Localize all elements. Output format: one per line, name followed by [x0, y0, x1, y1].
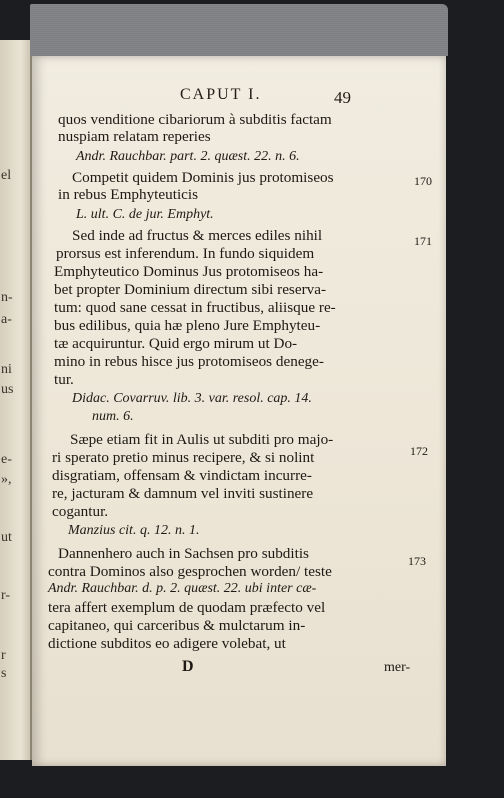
text-line: tæ acquiruntur. Quid ergo mirum ut Do- — [54, 335, 298, 352]
running-title: CAPUT I. — [180, 86, 262, 103]
citation: Didac. Covarruv. lib. 3. var. resol. cap. 14. — [72, 391, 312, 406]
catchword: mer- — [384, 660, 411, 675]
text-line: Dannenhero auch in Sachsen pro subditis — [58, 545, 309, 562]
page-number: 49 — [334, 88, 351, 107]
text-line: disgratiam, offensam & vindictam incurre- — [52, 467, 312, 484]
left-page-fragment: us — [1, 382, 14, 397]
citation: L. ult. C. de jur. Emphyt. — [76, 207, 214, 222]
text-line: tur. — [54, 371, 74, 388]
left-page-fragment: r- — [1, 588, 11, 603]
left-page-fragment: ut — [1, 530, 12, 545]
left-page-fragment: r — [1, 648, 6, 663]
text-line: Andr. Rauchbar. d. p. 2. quæst. 22. ubi inter cæ- — [48, 581, 317, 596]
text-line: Sæpe etiam fit in Aulis ut subditi pro majo- — [70, 431, 334, 448]
text-line: re, jacturam & damnum vel inviti sustinere — [52, 485, 314, 502]
left-page-fragment: », — [1, 472, 12, 487]
margin-number: 173 — [408, 554, 426, 568]
signature-mark: D — [182, 658, 194, 675]
text-line: in rebus Emphyteuticis — [58, 186, 199, 203]
text-line: Emphyteutico Dominus Jus protomiseos ha- — [54, 263, 324, 280]
text-line: tera affert exemplum de quodam præfecto vel — [48, 599, 326, 616]
text-line: Competit quidem Dominis jus protomiseos — [72, 169, 334, 186]
citation: Manzius cit. q. 12. n. 1. — [68, 523, 200, 538]
text-line: capitaneo, qui carceribus & mulctarum in- — [48, 617, 306, 634]
left-page-fragment: el — [1, 168, 12, 183]
text-line: nuspiam relatam reperies — [58, 128, 211, 145]
text-line: contra Dominos also gesprochen worden/ teste — [48, 563, 332, 580]
margin-number: 172 — [410, 444, 428, 458]
citation: Andr. Rauchbar. part. 2. quæst. 22. n. 6. — [76, 149, 300, 164]
book-page-edges — [30, 4, 448, 56]
left-page-fragment: s — [1, 666, 7, 681]
left-page-fragment: n- — [1, 290, 13, 305]
margin-number: 170 — [414, 174, 432, 188]
citation: num. 6. — [92, 409, 134, 424]
text-line: quos venditione cibariorum à subditis factam — [58, 111, 332, 128]
left-page-fragment: a- — [1, 312, 12, 327]
left-page-fragment: ni — [1, 362, 12, 377]
text-line: mino in rebus hisce jus protomiseos denege- — [54, 353, 324, 370]
left-page-edge — [0, 40, 32, 760]
text-line: Sed inde ad fructus & merces ediles nihil — [72, 227, 323, 244]
text-line: bus edilibus, quia hæ pleno Jure Emphyteu- — [54, 317, 321, 334]
text-line: prorsus est inferendum. In fundo siquidem — [56, 245, 315, 262]
text-line: cogantur. — [52, 503, 109, 520]
text-line: tum: quod sane cessat in fructibus, aliisque re- — [54, 299, 336, 316]
text-line: dictione subditos eo adigere volebat, ut — [48, 635, 286, 652]
margin-number: 171 — [414, 234, 432, 248]
book-page — [32, 56, 446, 766]
left-page-fragment: e- — [1, 452, 12, 467]
text-line: ri sperato pretio minus recipere, & si nolint — [52, 449, 315, 466]
text-line: bet propter Dominium directum sibi reserva- — [54, 281, 327, 298]
